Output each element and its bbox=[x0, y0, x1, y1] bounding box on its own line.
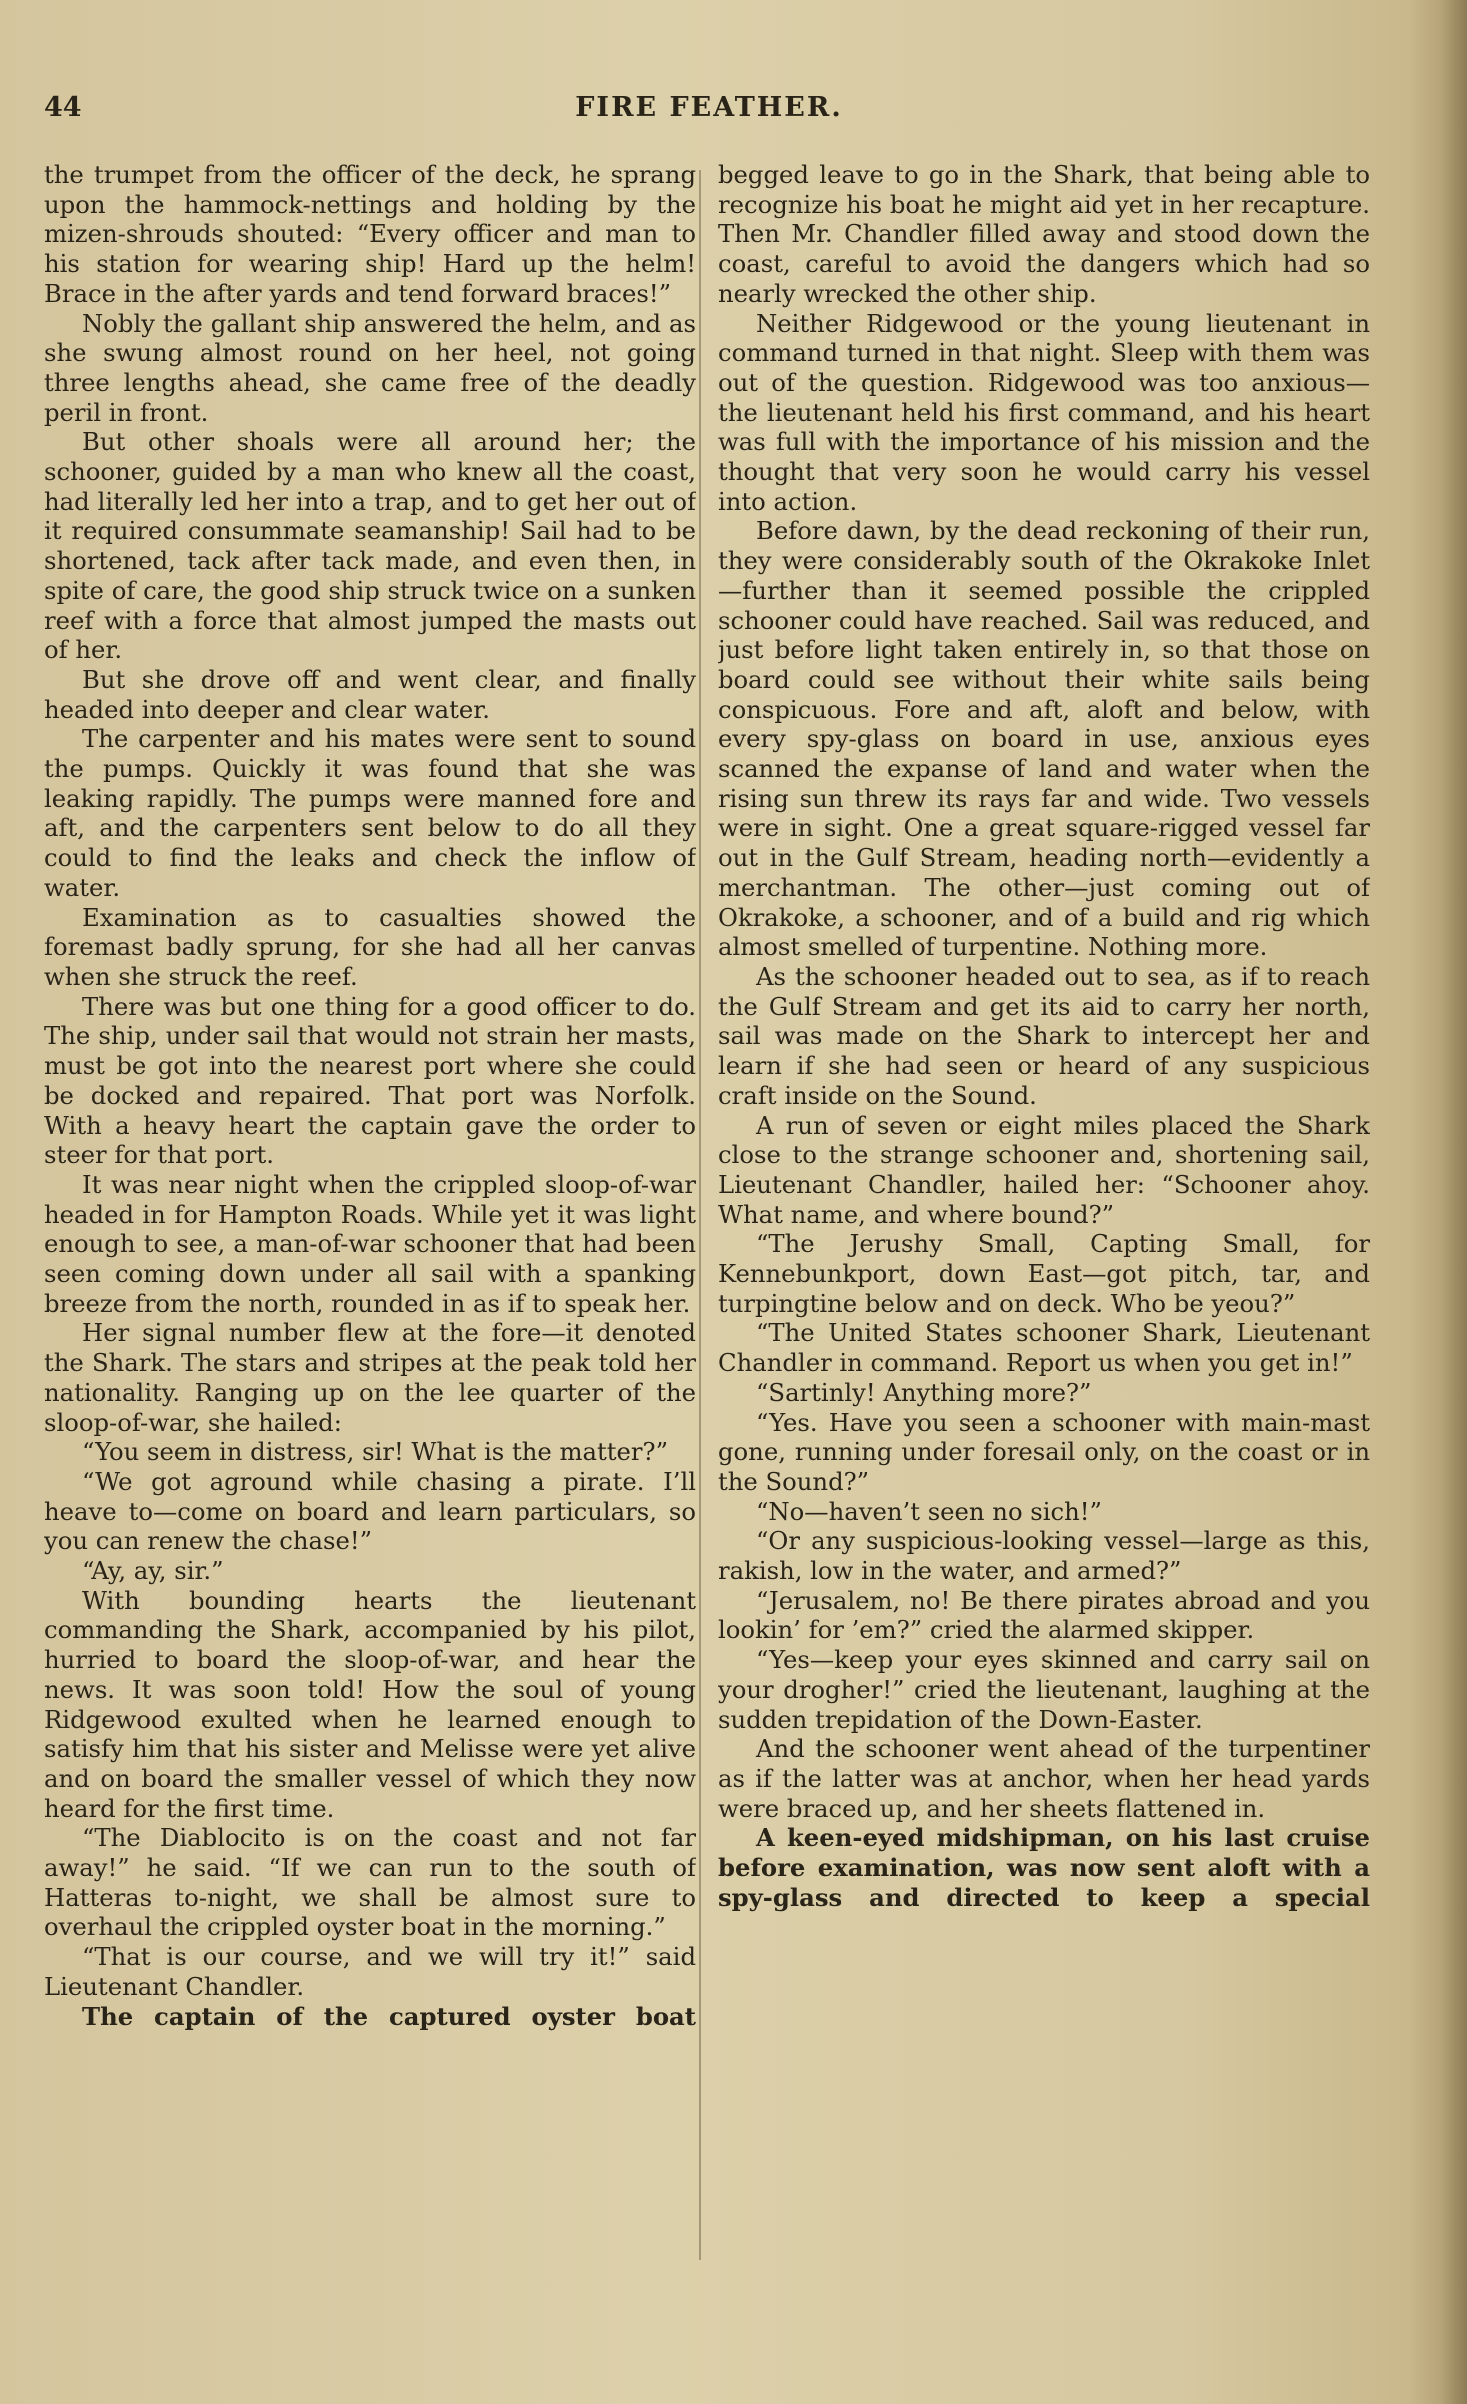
column-divider bbox=[699, 170, 701, 2260]
paragraph: “That is our course, and we will try it!” said Lieutenant Chandler. bbox=[44, 1942, 696, 2001]
paragraph: “You seem in distress, sir! What is the matter?” bbox=[82, 1437, 668, 1467]
paragraph: It was near night when the crippled sloop-of-war headed in for Hampton Roads. While yet it was light enough to see, a man-of-war schooner that had been seen coming down under all sail with a spanking breeze from the north, rounded in as if to speak her. bbox=[44, 1169, 696, 1318]
left-column bbox=[44, 160, 696, 2270]
paragraph: And the schooner went ahead of the turpentiner as if the latter was at anchor, when her head yards were braced up, and her sheets flattened in. bbox=[718, 1734, 1370, 1823]
paragraph: With bounding hearts the lieutenant commanding the Shark, accompanied by his pilot, hurried to board the sloop-of-war, and hear the news. It was soon told! How the soul of young Ridgewood exulted when he learned enough to satisfy him that his sister and Melisse were yet alive and on board the smaller vessel of which they now heard for the first time. bbox=[44, 1585, 696, 1823]
page-edge-shadow bbox=[1441, 0, 1467, 2404]
paragraph: Before dawn, by the dead reckoning of their run, they were considerably south of the Okrakoke Inlet—further than it seemed possible the crippled schooner could have reached. Sail was reduced, and just before light taken entirely in, so that those on board could see without their white sails being conspicuous. Fore and aft, aloft and below, with every spy-glass on board in use, anxious eyes scanned the expanse of land and water when the rising sun threw its rays far and wide. Two vessels were in sight. One a great square-rigged vessel far out in the Gulf Stream, heading north—evidently a merchantman. The other—just coming out of Okrakoke, a schooner, and of a build and rig which almost smelled of turpentine. Nothing more. bbox=[718, 516, 1370, 962]
paragraph: “No—haven’t seen no sich!” bbox=[756, 1496, 1102, 1526]
paragraph: “Yes—keep your eyes skinned and carry sail on your drogher!” cried the lieutenant, laughing at the sudden trepidation of the Down-Easter. bbox=[718, 1645, 1370, 1734]
paragraph: “The Jerushy Small, Capting Small, for Kennebunkport, down East—got pitch, tar, and turpingtine below and on deck. Who be yeou?” bbox=[718, 1229, 1370, 1318]
paragraph: “Ay, ay, sir.” bbox=[82, 1556, 224, 1586]
paragraph: Examination as to casualties showed the foremast badly sprung, for she had all her canvas when she struck the reef. bbox=[44, 902, 696, 991]
paragraph: As the schooner headed out to sea, as if to reach the Gulf Stream and get its aid to carry her north, sail was made on the Shark to intercept her and learn if she had seen or heard of any suspicious craft inside on the Sound. bbox=[718, 961, 1370, 1110]
running-title: FIRE FEATHER. bbox=[575, 92, 843, 123]
paragraph: “We got aground while chasing a pirate. I’ll heave to—come on board and learn particulars, so you can renew the chase!” bbox=[44, 1466, 696, 1556]
paragraph: Her signal number flew at the fore—it denoted the Shark. The stars and stripes at the peak told her nationality. Ranging up on the lee quarter of the sloop-of-war, she hailed: bbox=[44, 1318, 696, 1437]
paragraph: “Yes. Have you seen a schooner with main-mast gone, running under foresail only, on the coast or in the Sound?” bbox=[718, 1407, 1370, 1496]
paragraph: The carpenter and his mates were sent to sound the pumps. Quickly it was found that she was leaking rapidly. The pumps were manned fore and aft, and the carpenters sent below to do all they could to find the leaks and check the inflow of water. bbox=[44, 724, 696, 902]
right-column bbox=[718, 160, 1370, 2270]
paragraph: A keen-eyed midshipman, on his last cruise before examination, was now sent aloft with a spy-glass and directed to keep a special bbox=[718, 1823, 1370, 1912]
paragraph: But other shoals were all around her; the schooner, guided by a man who knew all the coast, had literally led her into a trap, and to get her out of it required consummate seamanship! Sail had to be shortened, tack after tack made, and even then, in spite of care, the good ship struck twice on a sunken reef with a force that almost jumped the masts out of her. bbox=[44, 427, 696, 665]
paragraph: “Or any suspicious-looking vessel—large as this, rakish, low in the water, and armed?” bbox=[718, 1526, 1370, 1586]
paragraph: The captain of the captured oyster boat bbox=[82, 2001, 696, 2031]
paragraph: A run of seven or eight miles placed the Shark close to the strange schooner and, shortening sail, Lieutenant Chandler, hailed her: “Schooner ahoy. What name, and where bound?” bbox=[718, 1110, 1370, 1229]
paragraph: There was but one thing for a good officer to do. The ship, under sail that would not strain her masts, must be got into the nearest port where she could be docked and repaired. That port was Norfolk. With a heavy heart the captain gave the order to steer for that port. bbox=[44, 991, 696, 1170]
paragraph: begged leave to go in the Shark, that being able to recognize his boat he might aid yet in her recapture. Then Mr. Chandler filled away and stood down the coast, careful to avoid the dangers which had so nearly wrecked the other ship. bbox=[718, 160, 1370, 308]
paragraph: “The United States schooner Shark, Lieutenant Chandler in command. Report us when you get in!” bbox=[718, 1318, 1370, 1378]
paragraph: “Sartinly! Anything more?” bbox=[756, 1377, 1092, 1407]
paragraph: “Jerusalem, no! Be there pirates abroad and you lookin’ for ’em?” cried the alarmed skipper. bbox=[718, 1585, 1370, 1645]
paragraph: But she drove off and went clear, and finally headed into deeper and clear water. bbox=[44, 664, 696, 724]
paragraph: “The Diablocito is on the coast and not far away!” he said. “If we can run to the south of Hatteras to-night, we shall be almost sure to overhaul the crippled oyster boat in the morning.” bbox=[44, 1823, 696, 1942]
paragraph: the trumpet from the officer of the deck, he sprang upon the hammock-nettings and holding by the mizen-shrouds shouted: “Every officer and man to his station for wearing ship! Hard up the helm! Brace in the after yards and tend forward braces!” bbox=[44, 160, 696, 308]
page-number: 44 bbox=[44, 92, 82, 123]
paragraph: Neither Ridgewood or the young lieutenant in command turned in that night. Sleep with them was out of the question. Ridgewood was too anxious—the lieutenant held his first command, and his heart was full with the importance of his mission and the thought that very soon he would carry his vessel into action. bbox=[718, 308, 1370, 516]
paragraph: Nobly the gallant ship answered the helm, and as she swung almost round on her heel, not going three lengths ahead, she came free of the deadly peril in front. bbox=[44, 308, 696, 427]
page-header bbox=[44, 92, 1374, 132]
